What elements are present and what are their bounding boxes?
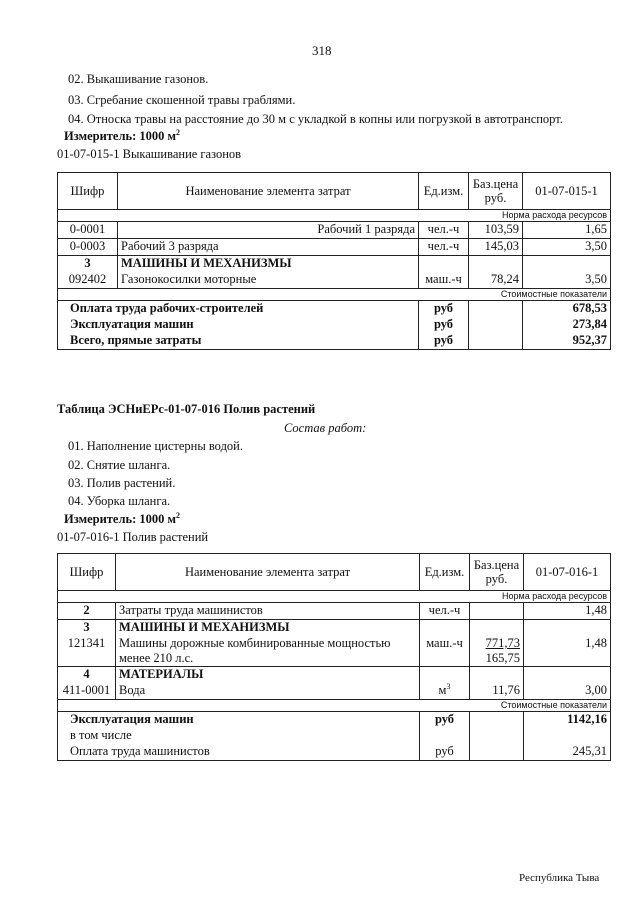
price-secondary: 165,75: [485, 651, 520, 665]
total-value: 245,31: [524, 744, 611, 761]
resource-norm-label: Норма расхода ресурсов: [58, 591, 611, 603]
cell-unit: чел.-ч: [419, 239, 469, 256]
group-number: 3: [58, 620, 116, 637]
cell-norm: 1,48: [524, 636, 611, 667]
cell-norm: [524, 667, 611, 684]
cell-name: Газонокосилки моторные: [118, 272, 419, 289]
total-price: [470, 744, 524, 761]
cell-name: Затраты труда машинистов: [116, 603, 420, 620]
cell-name-line: менее 210 л.с.: [119, 651, 194, 665]
total-label: Эксплуатация машин: [58, 317, 419, 333]
cell-price: [470, 636, 524, 667]
total-value: 678,53: [523, 301, 611, 318]
total-label: Оплата труда рабочих-строителей: [58, 301, 419, 318]
work-item: 02. Снятие шланга.: [68, 458, 171, 472]
cell-norm: 1,65: [523, 222, 611, 239]
norms-table-1: [57, 172, 611, 350]
total-price: [470, 728, 524, 744]
cell-price: 11,76: [470, 683, 524, 700]
cost-indicators-label: Стоимостные показатели: [58, 700, 611, 712]
cell-norm: 3,50: [523, 239, 611, 256]
cell-name: [116, 636, 420, 667]
cell-unit: [420, 620, 470, 637]
cell-norm: 1,48: [524, 603, 611, 620]
cell-unit: [420, 683, 470, 700]
table-row: [58, 222, 611, 239]
table-row: [58, 256, 611, 273]
header-unit: Ед.изм.: [420, 554, 470, 591]
table-row: [58, 636, 611, 667]
cell-name: Вода: [116, 683, 420, 700]
total-row: [58, 712, 611, 729]
cell-code: 411-0001: [58, 683, 116, 700]
header-price: Баз.цена руб.: [470, 554, 524, 591]
group-title: МАТЕРИАЛЫ: [116, 667, 420, 684]
measure-line: [64, 512, 180, 527]
total-row: [58, 728, 611, 744]
total-row: [58, 317, 611, 333]
work-item: 03. Сгребание скошенной травы граблями.: [68, 93, 296, 107]
measure-text: Измеритель: 1000 м: [64, 512, 177, 526]
cell-price: 145,03: [469, 239, 523, 256]
header-name: Наименование элемента затрат: [116, 554, 420, 591]
unit-sup: 3: [446, 681, 451, 691]
cell-price: [470, 603, 524, 620]
footer-region: Республика Тыва: [519, 872, 600, 884]
header-unit: Ед.изм.: [419, 173, 469, 210]
cell-code: 092402: [58, 272, 118, 289]
unit-text: м: [438, 683, 447, 697]
cell-price: [469, 256, 523, 273]
measure-text: Измеритель: 1000 м: [64, 129, 177, 143]
work-item: 02. Выкашивание газонов.: [68, 72, 209, 86]
total-unit: руб: [420, 744, 470, 761]
work-item: 04. Уборка шланга.: [68, 494, 171, 508]
measure-sup: 2: [176, 510, 181, 520]
total-row: [58, 333, 611, 350]
total-label: Всего, прямые затраты: [58, 333, 419, 350]
cell-norm: [523, 256, 611, 273]
cell-norm: 3,00: [524, 683, 611, 700]
total-unit: руб: [420, 712, 470, 729]
cost-indicators-label: Стоимостные показатели: [58, 289, 611, 301]
total-unit: руб: [419, 333, 469, 350]
cell-price: 78,24: [469, 272, 523, 289]
total-price: [469, 301, 523, 318]
header-norm-code: 01-07-015-1: [523, 173, 611, 210]
cell-name: Рабочий 3 разряда: [118, 239, 419, 256]
total-value: 952,37: [523, 333, 611, 350]
table-title: Таблица ЭСНиЕРс-01-07-016 Полив растений: [57, 402, 316, 416]
code-title: 01-07-015-1 Выкашивание газонов: [57, 147, 242, 161]
cell-code: 121341: [58, 636, 116, 667]
total-unit: [420, 728, 470, 744]
total-row: [58, 301, 611, 318]
total-unit: руб: [419, 301, 469, 318]
cell-price: 103,59: [469, 222, 523, 239]
measure-line: [64, 129, 180, 144]
norms-table-2: [57, 553, 611, 761]
work-item: 04. Относка травы на расстояние до 30 м с укладкой в копны или погрузкой в автотранспорт.: [68, 112, 563, 126]
header-name: Наименование элемента затрат: [118, 173, 419, 210]
group-title: МАШИНЫ И МЕХАНИЗМЫ: [116, 620, 420, 637]
total-label: Эксплуатация машин: [58, 712, 420, 729]
total-value: [524, 728, 611, 744]
cell-code: 0-0003: [58, 239, 118, 256]
composition-label: Состав работ:: [284, 421, 367, 435]
table-row: [58, 667, 611, 684]
code-title: 01-07-016-1 Полив растений: [57, 530, 209, 544]
table-row: [58, 272, 611, 289]
table-row: [58, 603, 611, 620]
total-price: [469, 333, 523, 350]
price-primary: 771,73: [485, 636, 520, 650]
total-label: в том числе: [58, 728, 420, 744]
cell-unit: маш.-ч: [420, 636, 470, 667]
total-price: [469, 317, 523, 333]
total-price: [470, 712, 524, 729]
cell-price: [470, 667, 524, 684]
total-unit: руб: [419, 317, 469, 333]
cell-norm: 3,50: [523, 272, 611, 289]
total-label: Оплата труда машинистов: [58, 744, 420, 761]
table-row: [58, 683, 611, 700]
cell-code: 2: [58, 603, 116, 620]
cell-unit: [419, 256, 469, 273]
header-price: Баз.цена руб.: [469, 173, 523, 210]
table-row: [58, 239, 611, 256]
group-title: МАШИНЫ И МЕХАНИЗМЫ: [118, 256, 419, 273]
work-item: 03. Полив растений.: [68, 476, 176, 490]
table-row: [58, 620, 611, 637]
total-value: 1142,16: [524, 712, 611, 729]
cell-unit: чел.-ч: [420, 603, 470, 620]
cell-code: 0-0001: [58, 222, 118, 239]
measure-sup: 2: [176, 127, 181, 137]
total-value: 273,84: [523, 317, 611, 333]
cell-unit: маш.-ч: [419, 272, 469, 289]
page-number: 318: [312, 43, 332, 58]
cell-norm: [524, 620, 611, 637]
cell-name-line: Машины дорожные комбинированные мощностью: [119, 636, 391, 650]
total-row: [58, 744, 611, 761]
header-code: Шифр: [58, 173, 118, 210]
work-item: 01. Наполнение цистерны водой.: [68, 439, 243, 453]
cell-price: [470, 620, 524, 637]
header-norm-code: 01-07-016-1: [524, 554, 611, 591]
cell-unit: [420, 667, 470, 684]
header-code: Шифр: [58, 554, 116, 591]
group-number: 4: [58, 667, 116, 684]
resource-norm-label: Норма расхода ресурсов: [58, 210, 611, 222]
cell-unit: чел.-ч: [419, 222, 469, 239]
cell-name: Рабочий 1 разряда: [118, 222, 419, 239]
group-number: 3: [58, 256, 118, 273]
